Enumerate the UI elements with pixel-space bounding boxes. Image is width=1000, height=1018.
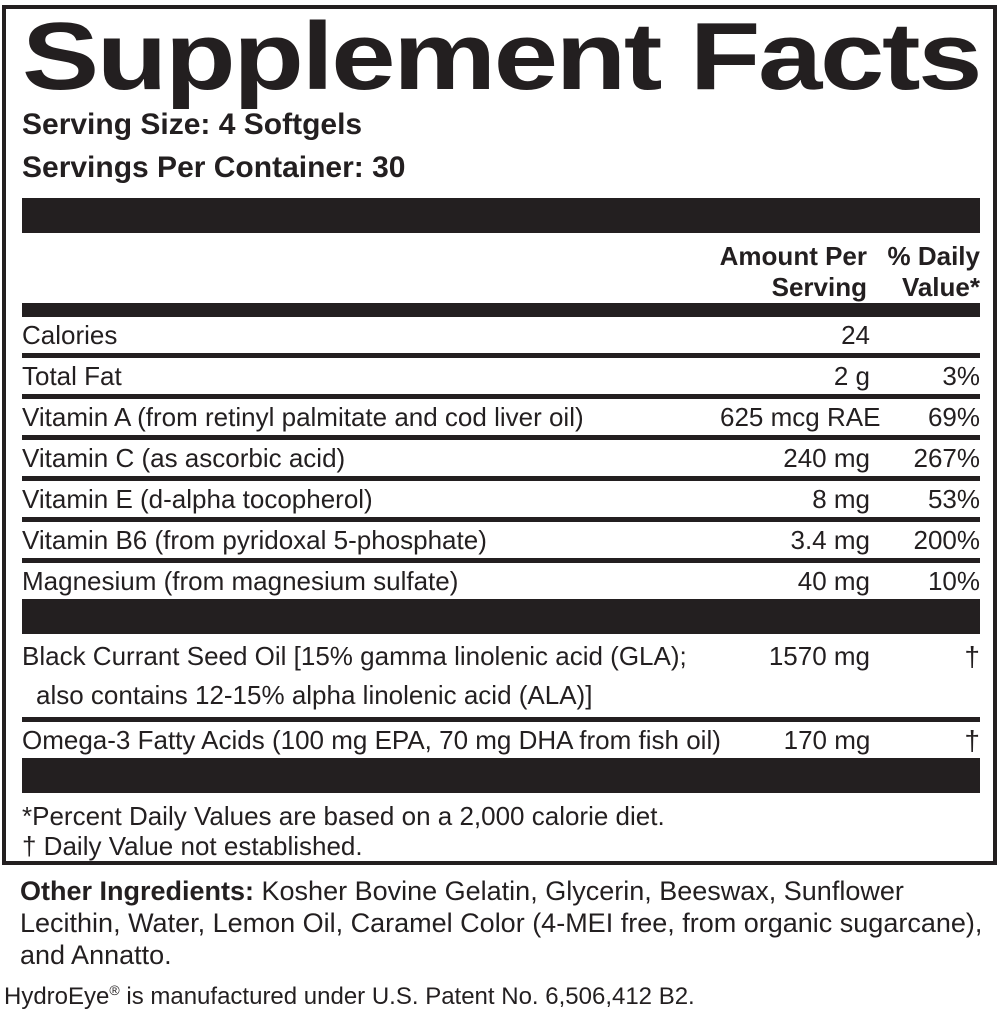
nutrient-amount: 24 — [841, 320, 870, 350]
nutrient-amount: 240 mg — [783, 443, 870, 473]
supplement-facts-panel — [2, 5, 997, 865]
footnote-daily-value-not-established: † Daily Value not established. — [22, 831, 363, 861]
daily-value-header — [867, 241, 980, 303]
other-ingredients-text: Kosher Bovine Gelatin, Glycerin, Beeswax, Sunflower Lecithin, Water, Lemon Oil, Caramel Color (4-MEI free, from organic sugarcane), and Annatto. — [20, 876, 983, 970]
nutrient-daily-value: 10% — [927, 566, 980, 596]
nutrient-daily-value: 69% — [927, 402, 980, 432]
separator-bar-top — [22, 198, 980, 233]
dv-header-line2: Value* — [901, 272, 980, 302]
nutrient-name — [22, 640, 720, 712]
nutrient-name: Vitamin A (from retinyl palmitate and cod liver oil) — [22, 402, 584, 432]
footnotes — [22, 801, 980, 861]
nutrient-name-line1: Black Currant Seed Oil [15% gamma linolenic acid (GLA); — [22, 641, 687, 671]
footnote-percent-daily-values: *Percent Daily Values are based on a 2,000 calorie diet. — [22, 801, 665, 831]
registered-trademark-symbol: ® — [109, 982, 120, 998]
nutrient-daily-value: 267% — [913, 443, 980, 473]
serving-size-line: Serving Size: 4 Softgels — [22, 108, 363, 141]
panel-title-row — [22, 3, 981, 110]
nutrient-row-vitamin-a — [22, 399, 980, 435]
nutrient-name: Calories — [22, 320, 118, 350]
other-ingredients-label: Other Ingredients: — [20, 876, 255, 906]
nutrient-amount: 625 mcg RAE — [720, 402, 881, 432]
servings-per-container-line: Servings Per Container: 30 — [22, 151, 406, 184]
separator-bar-middle — [22, 599, 980, 634]
separator-bar-bottom — [22, 758, 980, 793]
amount-header-line2: Serving — [771, 272, 867, 302]
amount-header-line1: Amount Per — [719, 241, 867, 271]
nutrient-amount: 1570 mg — [768, 641, 870, 671]
nutrient-amount: 170 mg — [783, 725, 871, 755]
nutrient-row-calories — [22, 317, 980, 353]
nutrient-daily-value: † — [964, 725, 980, 756]
brand-name: HydroEye — [4, 983, 110, 1010]
nutrient-name: Vitamin C (as ascorbic acid) — [22, 443, 346, 473]
other-ingredients-paragraph — [20, 875, 992, 971]
nutrient-name: Total Fat — [22, 361, 122, 391]
nutrient-daily-value: † — [964, 641, 980, 672]
nutrient-row-vitamin-c — [22, 440, 980, 476]
nutrient-daily-value: 53% — [927, 484, 980, 514]
nutrient-daily-value: 200% — [913, 525, 980, 555]
separator-bar-under-headers — [22, 303, 980, 317]
nutrient-row-magnesium — [22, 563, 980, 599]
nutrient-row-vitamin-b6 — [22, 522, 980, 558]
nutrient-amount: 40 mg — [797, 566, 870, 596]
amount-per-serving-header — [707, 241, 867, 303]
nutrient-row-total-fat — [22, 358, 980, 394]
dv-header-line1: % Daily — [887, 241, 980, 271]
nutrient-name: Magnesium (from magnesium sulfate) — [22, 566, 459, 596]
nutrient-name: Vitamin B6 (from pyridoxal 5-phosphate) — [22, 525, 487, 555]
nutrient-row-omega-3 — [22, 722, 980, 758]
nutrient-daily-value: 3% — [942, 361, 980, 391]
panel-title: Supplement Facts — [22, 3, 981, 110]
column-headers — [22, 241, 980, 303]
nutrient-row-vitamin-e — [22, 481, 980, 517]
nutrient-name: Omega-3 Fatty Acids (100 mg EPA, 70 mg DHA from fish oil) — [22, 725, 721, 755]
nutrient-amount: 2 g — [833, 361, 870, 391]
nutrient-row-black-currant-seed-oil — [22, 634, 980, 717]
nutrient-amount: 8 mg — [812, 484, 870, 514]
nutrient-name: Vitamin E (d-alpha tocopherol) — [22, 484, 373, 514]
nutrient-name-line2: also contains 12-15% alpha linolenic acid (ALA)] — [36, 680, 593, 710]
nutrient-amount: 3.4 mg — [790, 525, 870, 555]
patent-note — [4, 982, 994, 1012]
patent-text: is manufactured under U.S. Patent No. 6,506,412 B2. — [119, 983, 695, 1010]
